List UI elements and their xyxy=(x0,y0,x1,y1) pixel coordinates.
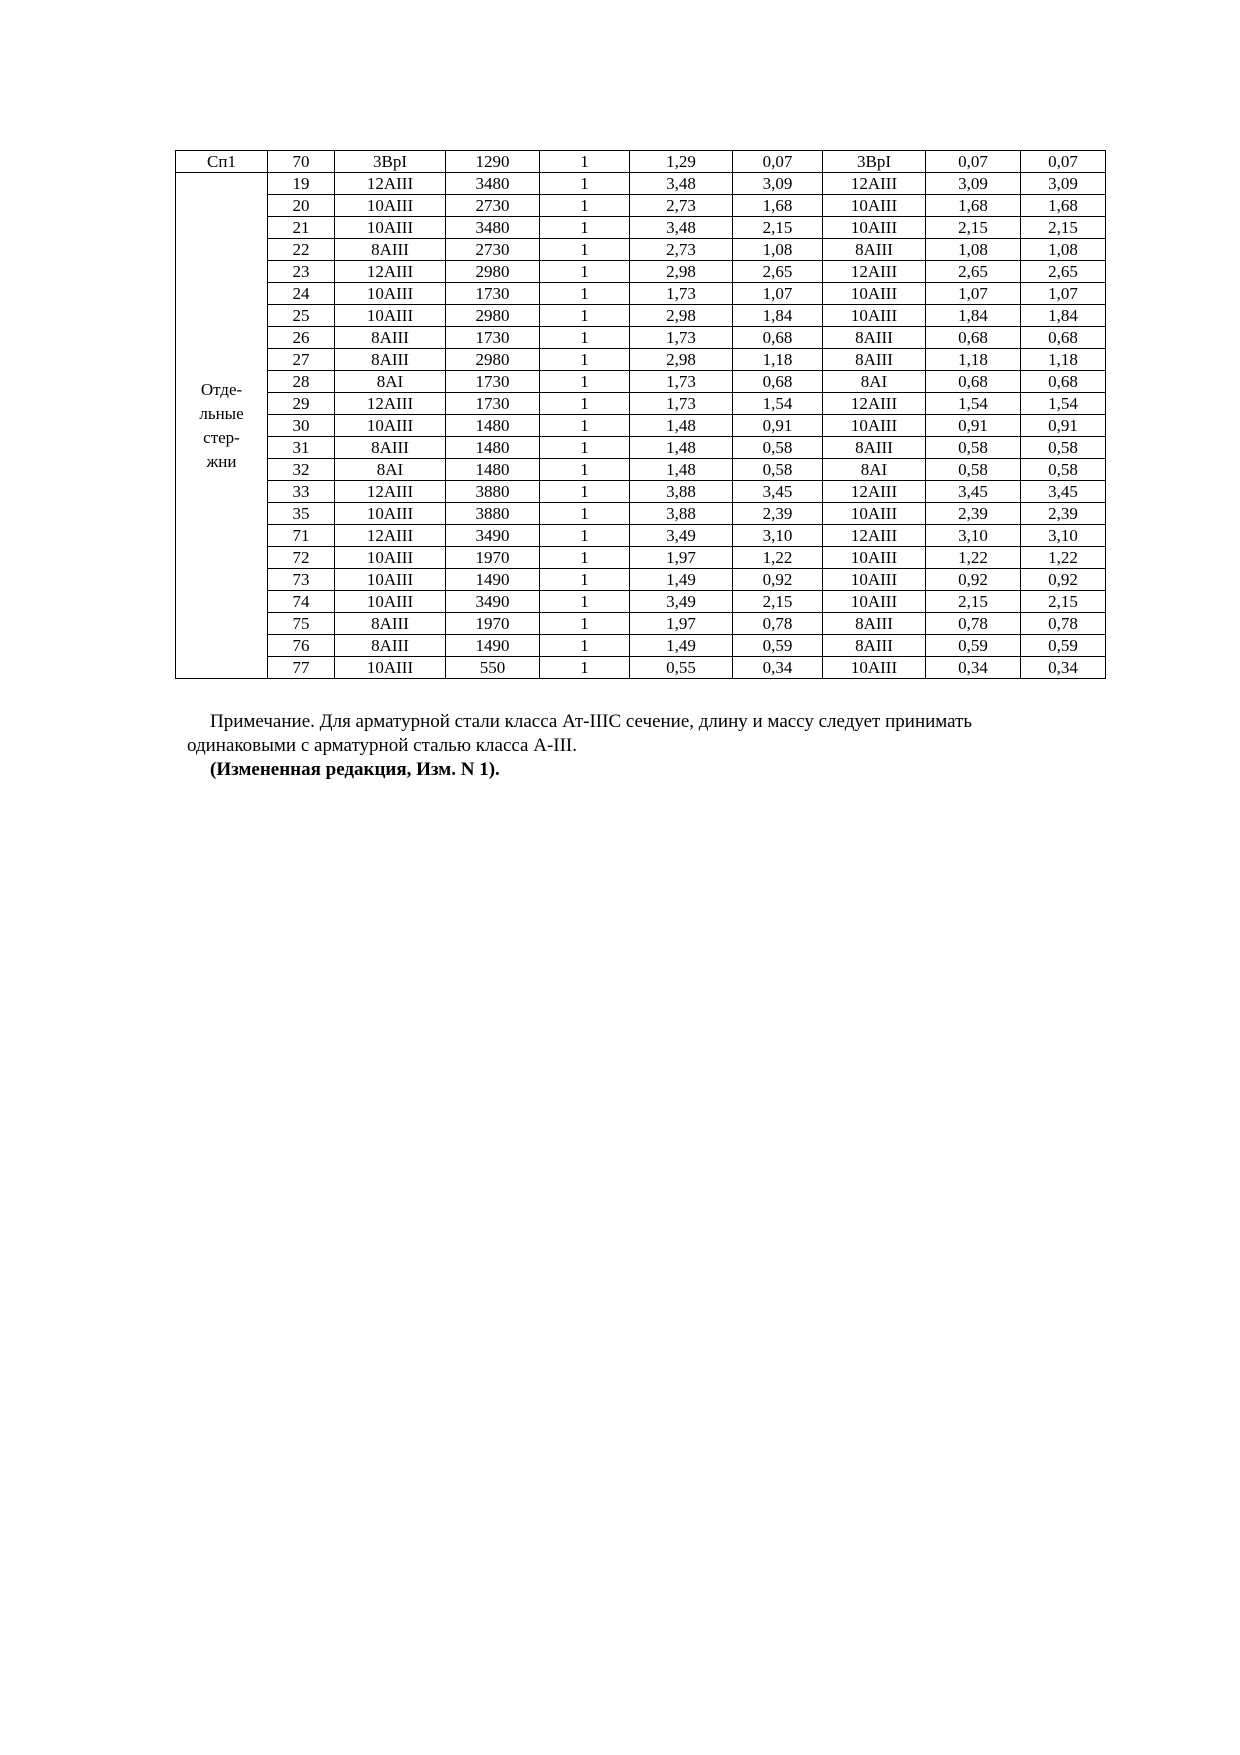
table-row xyxy=(176,305,1106,327)
table-cell: 2,15 xyxy=(1021,217,1106,239)
table-cell: 3,48 xyxy=(630,217,733,239)
table-cell: 1,97 xyxy=(630,613,733,635)
table-cell: 2,65 xyxy=(733,261,823,283)
table-body xyxy=(176,151,1106,679)
table-cell: 3,49 xyxy=(630,525,733,547)
table-cell: 1 xyxy=(540,151,630,173)
table-cell: 2980 xyxy=(446,349,540,371)
table-cell: 12AIII xyxy=(823,481,926,503)
table-row xyxy=(176,503,1106,525)
table-cell: 10AIII xyxy=(335,415,446,437)
table-cell: 1480 xyxy=(446,415,540,437)
table-cell: 1,68 xyxy=(926,195,1021,217)
table-cell: 1,08 xyxy=(926,239,1021,261)
table-cell: 0,91 xyxy=(926,415,1021,437)
table-cell: 3,45 xyxy=(1021,481,1106,503)
table-cell: 74 xyxy=(268,591,335,613)
table-cell: 0,58 xyxy=(733,459,823,481)
table-cell: 29 xyxy=(268,393,335,415)
table-cell: 3490 xyxy=(446,591,540,613)
table-cell: 1 xyxy=(540,613,630,635)
table-cell: 1 xyxy=(540,239,630,261)
table-row xyxy=(176,525,1106,547)
table-row xyxy=(176,613,1106,635)
group-label-cell xyxy=(176,173,268,679)
table-row xyxy=(176,459,1106,481)
table-row xyxy=(176,151,1106,173)
table-cell: 71 xyxy=(268,525,335,547)
table-cell: 2,39 xyxy=(733,503,823,525)
table-cell: 3880 xyxy=(446,481,540,503)
table-cell: 0,68 xyxy=(733,327,823,349)
table-cell: 2,15 xyxy=(1021,591,1106,613)
table-cell: 1490 xyxy=(446,569,540,591)
table-row xyxy=(176,327,1106,349)
table-cell: 3,45 xyxy=(733,481,823,503)
table-cell: 8AIII xyxy=(823,327,926,349)
table-cell: 3,09 xyxy=(1021,173,1106,195)
table-cell: 30 xyxy=(268,415,335,437)
table-row xyxy=(176,217,1106,239)
table-cell: 1 xyxy=(540,635,630,657)
table-cell: 33 xyxy=(268,481,335,503)
table-cell: 0,58 xyxy=(1021,437,1106,459)
table-cell: 1,54 xyxy=(926,393,1021,415)
table-cell: 1490 xyxy=(446,635,540,657)
table-cell: 3880 xyxy=(446,503,540,525)
table-cell: 0,07 xyxy=(926,151,1021,173)
table-cell: 1 xyxy=(540,437,630,459)
table-cell: 8AIII xyxy=(823,613,926,635)
table-cell: 3,88 xyxy=(630,481,733,503)
table-cell: 3,09 xyxy=(926,173,1021,195)
table-cell: 10AIII xyxy=(335,569,446,591)
table-cell: 1,84 xyxy=(733,305,823,327)
table-cell: 1,48 xyxy=(630,437,733,459)
table-cell: 550 xyxy=(446,657,540,679)
table-cell: 1,84 xyxy=(1021,305,1106,327)
table-cell: 10AIII xyxy=(823,503,926,525)
table-cell: 2,98 xyxy=(630,349,733,371)
table-row xyxy=(176,569,1106,591)
table-cell: 0,58 xyxy=(926,437,1021,459)
table-cell: 22 xyxy=(268,239,335,261)
table-cell: 2,15 xyxy=(733,591,823,613)
table-cell: 12AIII xyxy=(335,393,446,415)
table-cell: 1 xyxy=(540,371,630,393)
note-text: Примечание. Для арматурной стали класса Ат-IIIС сечение, длину и массу следует принимать одинаковыми с арматурной сталью класса А-III. xyxy=(187,711,973,756)
table-cell: 1,73 xyxy=(630,371,733,393)
table-cell: 1,73 xyxy=(630,283,733,305)
table-cell: 23 xyxy=(268,261,335,283)
table-cell: 77 xyxy=(268,657,335,679)
table-cell: 2,39 xyxy=(1021,503,1106,525)
table-cell: 10AIII xyxy=(823,657,926,679)
table-cell: 0,34 xyxy=(733,657,823,679)
table-cell: 1,68 xyxy=(733,195,823,217)
table-cell: 2980 xyxy=(446,261,540,283)
table-cell: 12AIII xyxy=(335,173,446,195)
table-cell: 0,91 xyxy=(733,415,823,437)
table-cell: 35 xyxy=(268,503,335,525)
table-cell: 1 xyxy=(540,217,630,239)
table-cell: 1480 xyxy=(446,437,540,459)
table-cell: 1,29 xyxy=(630,151,733,173)
table-cell: 2730 xyxy=(446,239,540,261)
table-cell: 1 xyxy=(540,569,630,591)
table-cell: 3,10 xyxy=(733,525,823,547)
table-cell: 1,22 xyxy=(733,547,823,569)
table-cell: 1 xyxy=(540,261,630,283)
table-cell: 0,55 xyxy=(630,657,733,679)
table-cell: 2,15 xyxy=(733,217,823,239)
table-cell: 1 xyxy=(540,503,630,525)
table-cell: 0,58 xyxy=(926,459,1021,481)
table-cell: 8AIII xyxy=(335,239,446,261)
table-cell: 0,34 xyxy=(1021,657,1106,679)
table-cell: 0,58 xyxy=(733,437,823,459)
table-cell: 8AIII xyxy=(335,327,446,349)
table-cell: 1,48 xyxy=(630,415,733,437)
table-cell: 2,98 xyxy=(630,305,733,327)
table-cell: 0,07 xyxy=(733,151,823,173)
table-cell: 1 xyxy=(540,525,630,547)
table-cell: 0,68 xyxy=(1021,371,1106,393)
group-label-line: Отде- xyxy=(200,379,243,399)
table-cell: 0,59 xyxy=(1021,635,1106,657)
table-cell: 2,65 xyxy=(1021,261,1106,283)
group-label-line: жни xyxy=(206,451,237,471)
table-cell: 1,73 xyxy=(630,327,733,349)
table-cell: 3490 xyxy=(446,525,540,547)
table-cell: 1,73 xyxy=(630,393,733,415)
table-cell: 8AIII xyxy=(335,349,446,371)
table-cell: 10AIII xyxy=(823,547,926,569)
table-cell: 1 xyxy=(540,657,630,679)
table-cell: 1 xyxy=(540,195,630,217)
table-cell: 10AIII xyxy=(335,195,446,217)
table-cell: 10AIII xyxy=(823,591,926,613)
table-cell: 12AIII xyxy=(823,261,926,283)
table-cell: 1,49 xyxy=(630,569,733,591)
table-cell: 12AIII xyxy=(823,173,926,195)
table-cell: 0,59 xyxy=(926,635,1021,657)
table-cell: 8AI xyxy=(335,459,446,481)
table-cell: 12AIII xyxy=(823,525,926,547)
table-cell: 1,97 xyxy=(630,547,733,569)
table-cell: 0,78 xyxy=(926,613,1021,635)
table-cell: 1,18 xyxy=(926,349,1021,371)
table-cell: 12AIII xyxy=(823,393,926,415)
table-cell: 0,92 xyxy=(926,569,1021,591)
table-cell: 8AIII xyxy=(823,635,926,657)
table-cell: 0,58 xyxy=(1021,459,1106,481)
table-cell: 3,09 xyxy=(733,173,823,195)
table-cell: 8AIII xyxy=(335,635,446,657)
table-cell: 0,34 xyxy=(926,657,1021,679)
table-row xyxy=(176,261,1106,283)
table-cell: 12AIII xyxy=(335,525,446,547)
table-cell: 2980 xyxy=(446,305,540,327)
table-cell: 1,54 xyxy=(1021,393,1106,415)
table-cell: 1,07 xyxy=(926,283,1021,305)
table-cell: 0,68 xyxy=(733,371,823,393)
table-cell: 8AI xyxy=(335,371,446,393)
table-row xyxy=(176,547,1106,569)
table-row xyxy=(176,349,1106,371)
table-cell: 70 xyxy=(268,151,335,173)
group-label-line: стер- xyxy=(203,427,240,447)
table-cell: 3,10 xyxy=(926,525,1021,547)
table-cell: 1,48 xyxy=(630,459,733,481)
table-cell: 0,59 xyxy=(733,635,823,657)
table-cell: 3480 xyxy=(446,217,540,239)
table-cell: 10AIII xyxy=(823,217,926,239)
table-cell: 28 xyxy=(268,371,335,393)
table-cell: 20 xyxy=(268,195,335,217)
table-cell: 73 xyxy=(268,569,335,591)
table-cell: 1 xyxy=(540,305,630,327)
table-cell: 3,45 xyxy=(926,481,1021,503)
table-cell: 24 xyxy=(268,283,335,305)
table-cell: 19 xyxy=(268,173,335,195)
table-cell: 0,91 xyxy=(1021,415,1106,437)
table-row xyxy=(176,415,1106,437)
table-cell: 1,22 xyxy=(926,547,1021,569)
table-cell: 2,73 xyxy=(630,195,733,217)
table-cell: 72 xyxy=(268,547,335,569)
table-cell: 12AIII xyxy=(335,481,446,503)
table-cell: 10AIII xyxy=(823,415,926,437)
table-cell: 10AIII xyxy=(823,305,926,327)
table-cell: 1,08 xyxy=(1021,239,1106,261)
table-cell: 75 xyxy=(268,613,335,635)
table-cell: 12AIII xyxy=(335,261,446,283)
table-cell: 26 xyxy=(268,327,335,349)
table-cell: 10AIII xyxy=(823,283,926,305)
table-cell: 8AI xyxy=(823,371,926,393)
table-cell: 8AI xyxy=(823,459,926,481)
table-cell: 1 xyxy=(540,481,630,503)
table-cell: 1730 xyxy=(446,371,540,393)
table-cell: 3,88 xyxy=(630,503,733,525)
table-cell: 2730 xyxy=(446,195,540,217)
table-cell: 8AIII xyxy=(335,437,446,459)
table-cell: 1 xyxy=(540,393,630,415)
table-cell: 1 xyxy=(540,349,630,371)
table-cell: 10AIII xyxy=(335,283,446,305)
table-cell: 1730 xyxy=(446,393,540,415)
table-cell: 1,18 xyxy=(1021,349,1106,371)
table-cell: 21 xyxy=(268,217,335,239)
table-cell: 3BpI xyxy=(335,151,446,173)
table-cell: 1 xyxy=(540,173,630,195)
table-cell: 10AIII xyxy=(335,591,446,613)
table-cell: 2,39 xyxy=(926,503,1021,525)
table-cell: 1730 xyxy=(446,327,540,349)
table-cell: 2,98 xyxy=(630,261,733,283)
table-cell: 1480 xyxy=(446,459,540,481)
table-cell: 0,78 xyxy=(1021,613,1106,635)
table-cell: 1 xyxy=(540,327,630,349)
table-cell: 1730 xyxy=(446,283,540,305)
table-cell: 1 xyxy=(540,415,630,437)
group-label-line: льные xyxy=(199,403,244,423)
table-cell: 10AIII xyxy=(335,657,446,679)
table-cell: 1,07 xyxy=(1021,283,1106,305)
table-row xyxy=(176,591,1106,613)
table-cell: 32 xyxy=(268,459,335,481)
table-cell: 8AIII xyxy=(823,349,926,371)
table-cell: 8AIII xyxy=(823,437,926,459)
table-cell: 0,92 xyxy=(1021,569,1106,591)
table-cell: 1,54 xyxy=(733,393,823,415)
table-row xyxy=(176,239,1106,261)
table-cell: 1,22 xyxy=(1021,547,1106,569)
table-cell: 10AIII xyxy=(335,217,446,239)
table-cell: 3480 xyxy=(446,173,540,195)
table-cell: 8AIII xyxy=(823,239,926,261)
table-cell: 31 xyxy=(268,437,335,459)
table-cell: 1,84 xyxy=(926,305,1021,327)
table-cell: 3,48 xyxy=(630,173,733,195)
table-row xyxy=(176,195,1106,217)
table-row xyxy=(176,283,1106,305)
table-cell: 1 xyxy=(540,547,630,569)
table-cell: 76 xyxy=(268,635,335,657)
table-cell: 1290 xyxy=(446,151,540,173)
reinforcement-spec-table xyxy=(175,150,1106,679)
table-cell: 1,49 xyxy=(630,635,733,657)
table-row xyxy=(176,481,1106,503)
amendment-note: (Измененная редакция, Изм. N 1). xyxy=(210,759,500,780)
table-cell: 1,08 xyxy=(733,239,823,261)
table-cell: 1,68 xyxy=(1021,195,1106,217)
table-row xyxy=(176,173,1106,195)
table-cell: 3,10 xyxy=(1021,525,1106,547)
table-cell: 10AIII xyxy=(335,547,446,569)
table-cell: 1970 xyxy=(446,613,540,635)
table-cell: 0,68 xyxy=(926,371,1021,393)
table-cell: 2,15 xyxy=(926,217,1021,239)
table-cell: 10AIII xyxy=(335,305,446,327)
table-cell: Сп1 xyxy=(176,151,268,173)
table-cell: 25 xyxy=(268,305,335,327)
table-cell: 1 xyxy=(540,459,630,481)
table-cell: 0,68 xyxy=(1021,327,1106,349)
note-block xyxy=(187,710,1067,782)
table-cell: 0,92 xyxy=(733,569,823,591)
table-cell: 0,78 xyxy=(733,613,823,635)
table-row xyxy=(176,657,1106,679)
table-row xyxy=(176,635,1106,657)
table-cell: 2,15 xyxy=(926,591,1021,613)
table-cell: 8AIII xyxy=(335,613,446,635)
table-cell: 0,07 xyxy=(1021,151,1106,173)
table-cell: 2,73 xyxy=(630,239,733,261)
table-cell: 10AIII xyxy=(823,569,926,591)
table-row xyxy=(176,437,1106,459)
table-cell: 27 xyxy=(268,349,335,371)
table-cell: 3,49 xyxy=(630,591,733,613)
table-cell: 1,07 xyxy=(733,283,823,305)
table-cell: 2,65 xyxy=(926,261,1021,283)
table-cell: 1,18 xyxy=(733,349,823,371)
table-cell: 0,68 xyxy=(926,327,1021,349)
table-cell: 1 xyxy=(540,591,630,613)
table-cell: 10AIII xyxy=(823,195,926,217)
table-row xyxy=(176,371,1106,393)
table-cell: 10AIII xyxy=(335,503,446,525)
table-row xyxy=(176,393,1106,415)
table-cell: 1970 xyxy=(446,547,540,569)
table-cell: 1 xyxy=(540,283,630,305)
table-cell: 3BpI xyxy=(823,151,926,173)
